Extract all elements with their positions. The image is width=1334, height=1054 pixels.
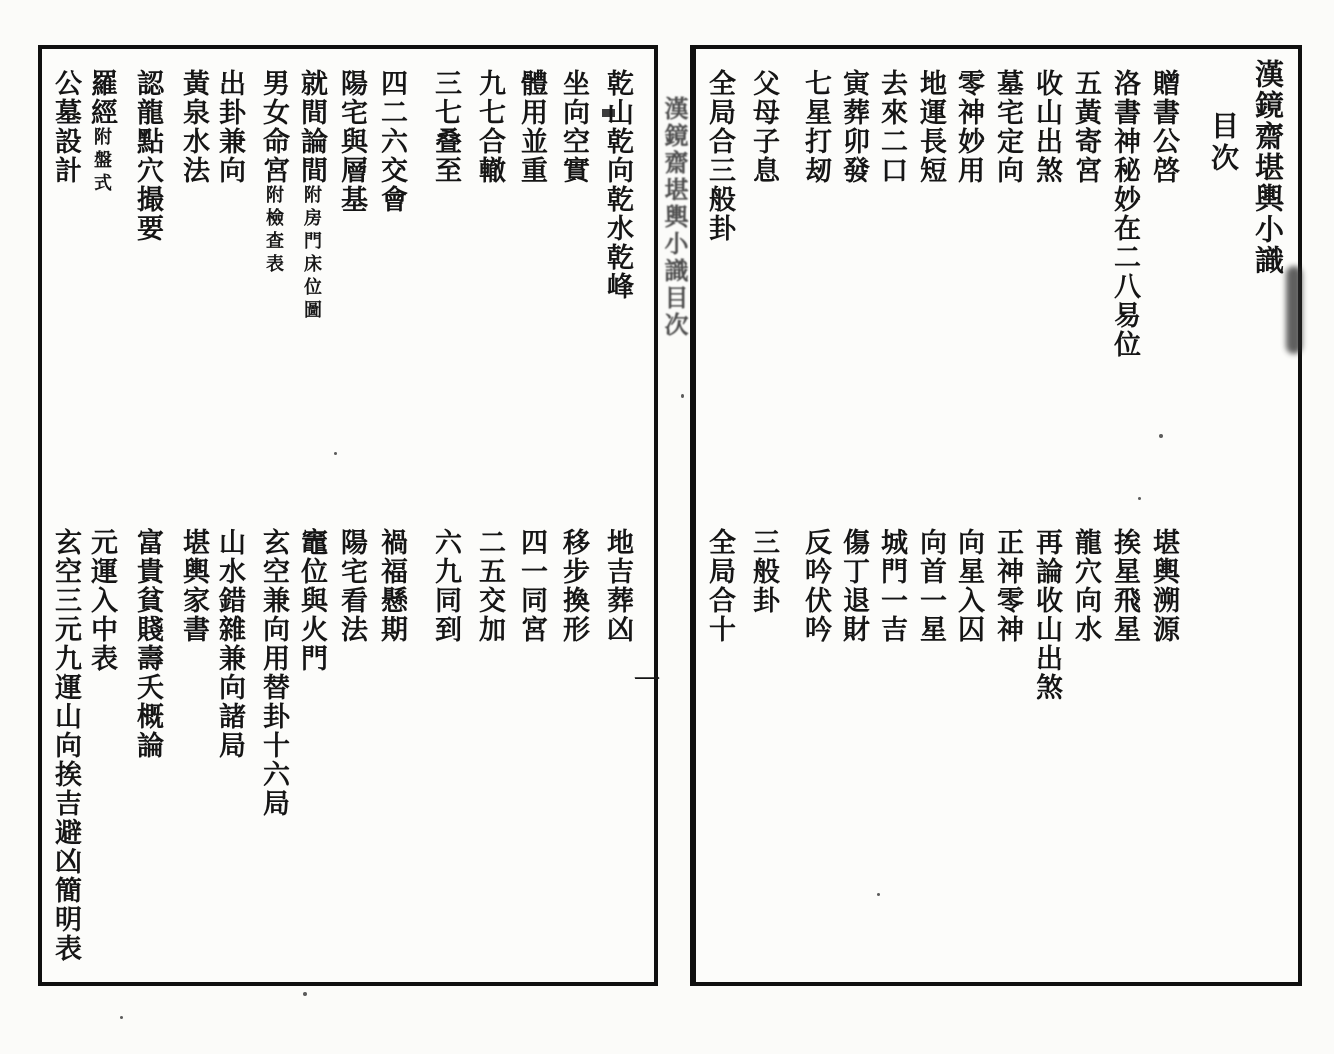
toc-entry-top: 父母子息	[748, 69, 779, 185]
book-title: 漢鏡齋堪輿小識	[1251, 59, 1285, 276]
toc-entry-top: 四二六交會	[376, 69, 407, 214]
toc-column	[376, 49, 406, 982]
toc-column	[132, 49, 162, 982]
spine-title: 漢鏡齋堪輿小識目次	[660, 96, 689, 339]
toc-entry-bottom: 山水錯雜兼向諸局	[214, 528, 245, 760]
toc-entry-bottom: 傷丁退財	[838, 528, 869, 644]
toc-column	[915, 49, 945, 982]
toc-column	[558, 49, 588, 982]
toc-column	[800, 49, 830, 982]
toc-entry-top: 寅葬卯發	[838, 69, 869, 185]
toc-entry-bottom: 玄空三元九運山向挨吉避凶簡明表	[50, 528, 81, 963]
toc-entry-bottom: 龍穴向水	[1070, 528, 1101, 644]
toc-entry-top: 贈書公啓	[1148, 69, 1179, 185]
toc-column	[992, 49, 1022, 982]
toc-entry-bottom: 六九同到	[430, 528, 461, 644]
toc-entry-bottom: 玄空兼向用替卦十六局	[258, 528, 289, 818]
toc-column	[1031, 49, 1061, 982]
toc-entry-top: 地運長短	[915, 69, 946, 185]
toc-entry-note: 附檢查表	[263, 185, 284, 277]
toc-entry-bottom: 向星入囚	[953, 528, 984, 644]
toc-entry-bottom: 二五交加	[474, 528, 505, 644]
toc-column	[474, 49, 504, 982]
folio-number: 一	[634, 666, 661, 696]
scan-speck	[1138, 497, 1141, 500]
toc-heading: 目次	[1207, 111, 1240, 175]
toc-entry-note: 附盤式	[91, 127, 112, 196]
toc-column	[296, 49, 326, 982]
toc-entry-bottom: 堪輿家書	[178, 528, 209, 644]
right-page	[690, 45, 1302, 986]
scan-speck	[877, 893, 880, 896]
toc-entry-top: 墓宅定向	[992, 69, 1023, 185]
toc-column	[516, 49, 546, 982]
toc-column	[86, 49, 116, 982]
toc-entry-bottom: 挨星飛星	[1109, 528, 1140, 644]
toc-entry-top: 七星打刼	[800, 69, 831, 185]
toc-entry-bottom: 反吟伏吟	[800, 528, 831, 644]
toc-entry-bottom: 四一同宮	[516, 528, 547, 644]
toc-entry-top: 男女命宮附檢查表	[258, 69, 289, 277]
toc-entry-top: 全局合三般卦	[704, 69, 735, 243]
toc-column	[178, 49, 208, 982]
toc-entry-note: 附房門床位圖	[301, 185, 322, 323]
toc-entry-bottom: 再論收山出煞	[1031, 528, 1062, 702]
toc-column	[258, 49, 288, 982]
toc-entry-top: 就間論間附房門床位圖	[296, 69, 327, 323]
toc-column	[838, 49, 868, 982]
toc-entry-top: 坐向空實	[558, 69, 589, 185]
scan-speck	[303, 992, 307, 996]
toc-entry-top: 羅經附盤式	[86, 69, 117, 196]
toc-column	[336, 49, 366, 982]
toc-column	[602, 49, 632, 982]
toc-entry-top: 洛書神秘妙在二八易位	[1109, 69, 1140, 359]
toc-entry-top: 陽宅與層基	[336, 69, 367, 214]
toc-entry-top: 五黃寄宮	[1070, 69, 1101, 185]
toc-entry-bottom: 竈位與火門	[296, 528, 327, 673]
left-page	[38, 45, 661, 986]
toc-column	[430, 49, 460, 982]
toc-entry-top: 三七叠至	[430, 69, 461, 185]
toc-column	[1148, 49, 1178, 982]
toc-column	[876, 49, 906, 982]
toc-column	[214, 49, 244, 982]
toc-entry-top: 九七合轍	[474, 69, 505, 185]
toc-entry-bottom: 堪輿溯源	[1148, 528, 1179, 644]
toc-entry-top: 體用並重	[516, 69, 547, 185]
toc-entry-bottom: 城門一吉	[876, 528, 907, 644]
toc-entry-top: 出卦兼向	[214, 69, 245, 185]
toc-entry-bottom: 禍福懸期	[376, 528, 407, 644]
toc-entry-bottom: 陽宅看法	[336, 528, 367, 644]
toc-entry-bottom: 正神零神	[992, 528, 1023, 644]
toc-entry-top: 認龍點穴撮要	[132, 69, 163, 243]
toc-entry-bottom: 移步換形	[558, 528, 589, 644]
toc-entry-top: 公墓設計	[50, 69, 81, 185]
toc-entry-bottom: 元運入中表	[86, 528, 117, 673]
toc-column	[953, 49, 983, 982]
scan-speck	[334, 452, 337, 455]
toc-entry-top: 乾山乾向乾水乾峰	[602, 69, 633, 301]
ink-smudge	[1286, 266, 1302, 354]
toc-column	[704, 49, 734, 982]
toc-column	[748, 49, 778, 982]
toc-entry-bottom: 向首一星	[915, 528, 946, 644]
toc-entry-bottom: 全局合十	[704, 528, 735, 644]
toc-entry-bottom: 地吉葬凶	[602, 528, 633, 644]
toc-column	[50, 49, 80, 982]
toc-column	[1109, 49, 1139, 982]
toc-entry-bottom: 富貴貧賤壽夭概論	[132, 528, 163, 760]
scan-speck	[120, 1016, 123, 1019]
toc-entry-bottom: 三般卦	[748, 528, 779, 615]
toc-entry-top: 去來二口	[876, 69, 907, 185]
toc-entry-top: 收山出煞	[1031, 69, 1062, 185]
toc-entry-top: 黃泉水法	[178, 69, 209, 185]
toc-column	[1070, 49, 1100, 982]
scan-speck	[681, 394, 684, 398]
toc-entry-top: 零神妙用	[953, 69, 984, 185]
scan-speck	[1159, 434, 1163, 438]
